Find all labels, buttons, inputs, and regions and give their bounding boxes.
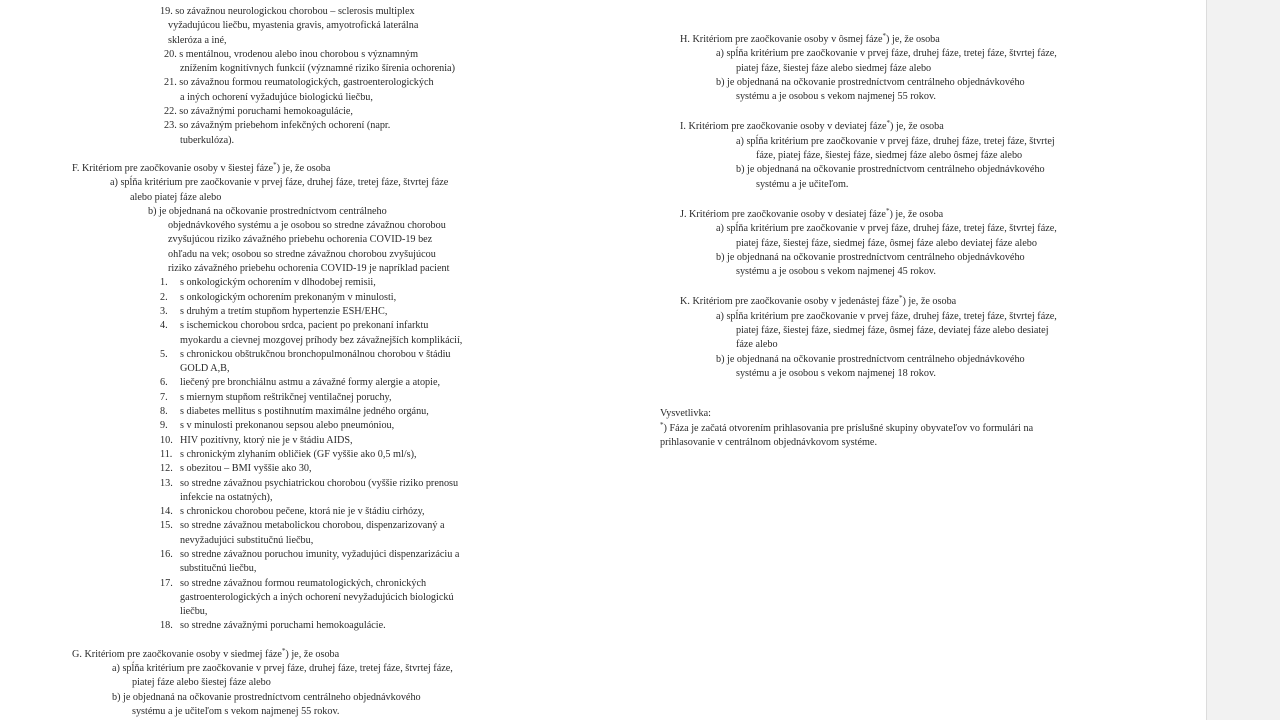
list-item: [60, 619, 535, 633]
list-text: so stredne závažnými poruchami hemokoagulácie.: [180, 620, 386, 632]
list-item: [60, 291, 535, 305]
text-line: [160, 276, 535, 290]
text-line: b) je objednaná na očkovanie prostredníctvom centrálneho objednávkového: [716, 251, 1025, 263]
text-line: [160, 376, 535, 390]
text-line: gastroenterologických a iných ochorení nevyžadujúcich biologickú: [180, 591, 454, 603]
text-line: 21. so závažnou formou reumatologických, gastroenterologických: [164, 77, 434, 89]
list-item: [60, 434, 535, 448]
list-number: 8.: [160, 406, 168, 418]
list-number: 17.: [160, 577, 173, 589]
list-text: s chronickou chorobou pečene, ktorá nie je v štádiu cirhózy,: [180, 506, 425, 518]
text-line: piatej fáze, šiestej fáze alebo siedmej fáze alebo: [736, 62, 932, 74]
list-number: 16.: [160, 548, 173, 560]
list-number: 6.: [160, 377, 168, 389]
section-f: [60, 162, 535, 634]
list-number: 4.: [160, 320, 168, 332]
list-item: [60, 505, 535, 519]
text-line: [160, 405, 535, 419]
list-text: s obezitou – BMI vyššie ako 30,: [180, 463, 312, 475]
list-item-22: 22. so závažnými poruchami hemokoagulácie,: [164, 106, 353, 118]
text-line: ohľadu na vek; osobou so stredne závažnou chorobou zvyšujúcou: [168, 248, 436, 260]
list-number: 10.: [160, 434, 173, 446]
list-item-23: [60, 119, 535, 148]
list-text: HIV pozitívny, ktorý nie je v štádiu AIDS,: [180, 434, 353, 446]
section-heading: I. Kritériom pre zaočkovanie osoby v deviatej fáze*) je, že osoba: [680, 119, 944, 133]
list-number: 7.: [160, 391, 168, 403]
text-line: a) spĺňa kritérium pre zaočkovanie v prvej fáze, druhej fáze, tretej fáze, štvrtej: [736, 135, 1055, 147]
list-item: [60, 419, 535, 433]
list-item: [60, 577, 535, 620]
list-number: 13.: [160, 477, 173, 489]
list-number: 18.: [160, 620, 173, 632]
text-line: b) je objednaná na očkovanie prostredníctvom centrálneho objednávkového: [736, 164, 1045, 176]
list-item: [60, 548, 535, 577]
text-line: 19. so závažnou neurologickou chorobou – sclerosis multiplex: [160, 6, 415, 17]
text-line: [160, 419, 535, 433]
text-line: substitučnú liečbu,: [180, 563, 257, 575]
list-text: s onkologickým ochorením prekonaným v minulosti,: [180, 291, 397, 303]
text-line: a) spĺňa kritérium pre zaočkovanie v prvej fáze, druhej fáze, tretej fáze, štvrtej fáze,: [112, 663, 453, 675]
section-i: [660, 120, 1140, 191]
section-h: [660, 33, 1140, 104]
list-item: [60, 477, 535, 506]
list-text: so stredne závažnou formou reumatologických, chronických: [180, 577, 427, 589]
list-text: s chronickou obštrukčnou bronchopulmonálnou chorobou v štádiu: [180, 348, 451, 360]
text-line: [160, 448, 535, 462]
text-line: infekcie na ostatných),: [180, 491, 273, 503]
list-text: so stredne závažnou psychiatrickou chorobou (vyššie riziko prenosu: [180, 477, 459, 489]
list-item: [60, 276, 535, 290]
list-item: [60, 319, 535, 348]
list-number: 12.: [160, 463, 173, 475]
text-line: systému a je učiteľom.: [756, 178, 849, 190]
text-line: [160, 434, 535, 448]
section-k: [660, 295, 1140, 381]
text-line: vyžadujúcou liečbu, myastenia gravis, amyotrofická laterálna: [168, 20, 419, 32]
list-number: 15.: [160, 520, 173, 532]
text-line: tuberkulóza).: [180, 134, 235, 146]
text-line: [160, 477, 535, 491]
section-heading: F. Kritériom pre zaočkovanie osoby v šiestej fáze*) je, že osoba: [72, 160, 331, 174]
text-line: piatej fáze, šiestej fáze, siedmej fáze, ôsmej fáze, deviatej fáze alebo desiatej: [736, 325, 1049, 337]
list-item: [60, 305, 535, 319]
list-text: s onkologickým ochorením v dlhodobej remisii,: [180, 277, 376, 289]
list-number: 9.: [160, 420, 168, 432]
text-line: znížením kognitívnych funkcií (významné riziko šírenia ochorenia): [180, 63, 455, 75]
list-number: 1.: [160, 277, 168, 289]
text-line: b) je objednaná na očkovanie prostredníctvom centrálneho objednávkového: [112, 691, 421, 703]
list-item: [60, 448, 535, 462]
text-line: systému a je osobou s vekom najmenej 18 rokov.: [736, 367, 936, 379]
list-number: 11.: [160, 448, 173, 460]
text-line: 23. so závažným priebehom infekčných ochorení (napr.: [164, 120, 391, 132]
condition-list: [60, 276, 535, 633]
text-line: prihlasovanie v centrálnom objednávkovom systéme.: [660, 436, 877, 448]
text-line: a) spĺňa kritérium pre zaočkovanie v prvej fáze, druhej fáze, tretej fáze, štvrtej fáze: [110, 177, 449, 189]
text-line: piatej fáze alebo šiestej fáze alebo: [132, 677, 271, 689]
text-line: b) je objednaná na očkovanie prostredníctvom centrálneho: [148, 205, 387, 217]
list-number: 2.: [160, 291, 168, 303]
list-text: s druhým a tretím stupňom hypertenzie ESH/EHC,: [180, 305, 388, 317]
section-heading: J. Kritériom pre zaočkovanie osoby v desiatej fáze*) je, že osoba: [680, 206, 944, 220]
list-number: 3.: [160, 305, 168, 317]
list-number: 5.: [160, 348, 168, 360]
text-line: nevyžadujúci substitučnú liečbu,: [180, 534, 314, 546]
list-text: s miernym stupňom reštrikčnej ventilačnej poruchy,: [180, 391, 392, 403]
text-line: alebo piatej fáze alebo: [130, 191, 222, 203]
list-item: [60, 405, 535, 419]
section-g: [60, 648, 535, 719]
text-line: liečbu,: [180, 606, 208, 618]
list-item: [60, 462, 535, 476]
text-line: a iných ochorení vyžadujúce biologickú liečbu,: [180, 91, 373, 103]
text-line: systému a je učiteľom s vekom najmenej 55 rokov.: [132, 705, 340, 717]
text-line: [160, 577, 535, 591]
text-line: riziko závažného priebehu ochorenia COVID-19 je napríklad pacient: [168, 263, 450, 275]
text-line: systému a je osobou s vekom najmenej 55 rokov.: [736, 91, 936, 103]
section-heading: K. Kritériom pre zaočkovanie osoby v jedenástej fáze*) je, že osoba: [680, 294, 957, 308]
list-item: [60, 348, 535, 377]
list-item-21: [60, 76, 535, 105]
list-text: s ischemickou chorobou srdca, pacient po prekonaní infarktu: [180, 320, 429, 332]
text-line: objednávkového systému a je osobou so stredne závažnou chorobou: [168, 220, 446, 232]
text-line: zvyšujúcou riziko závažného priebehu ochorenia COVID-19 bez: [168, 234, 433, 246]
list-text: so stredne závažnou poruchou imunity, vyžadujúci dispenzarizáciu a: [180, 548, 460, 560]
text-line: b) je objednaná na očkovanie prostredníctvom centrálneho objednávkového: [716, 353, 1025, 365]
list-text: liečený pre bronchiálnu astmu a závažné formy alergie a atopie,: [180, 377, 441, 389]
list-text: s diabetes mellitus s postihnutím maximálne jedného orgánu,: [180, 406, 429, 418]
text-line: [160, 348, 535, 362]
text-line: [160, 291, 535, 305]
footnote-text: *) Fáza je začatá otvorením prihlasovania pre príslušné skupiny obyvateľov vo formulári na: [660, 420, 1034, 434]
list-item: [60, 391, 535, 405]
text-line: [160, 319, 535, 333]
side-panel: [1206, 0, 1280, 720]
text-line: fáze, piatej fáze, šiestej fáze, siedmej fáze alebo ôsmej fáze alebo: [756, 150, 1023, 162]
text-line: fáze alebo: [736, 339, 778, 351]
left-column: [60, 5, 535, 719]
text-line: [160, 519, 535, 533]
right-column: [660, 33, 1140, 450]
text-line: [160, 391, 535, 405]
text-line: [160, 505, 535, 519]
text-line: [160, 462, 535, 476]
text-line: a) spĺňa kritérium pre zaočkovanie v prvej fáze, druhej fáze, tretej fáze, štvrtej fáze,: [716, 223, 1057, 235]
text-line: a) spĺňa kritérium pre zaočkovanie v prvej fáze, druhej fáze, tretej fáze, štvrtej fáze,: [716, 48, 1057, 60]
list-number: 14.: [160, 506, 173, 518]
text-line: myokardu a cievnej mozgovej príhody bez závažnejších komplikácií,: [180, 334, 463, 346]
text-line: a) spĺňa kritérium pre zaočkovanie v prvej fáze, druhej fáze, tretej fáze, štvrtej fáze,: [716, 310, 1057, 322]
list-text: s chronickým zlyhaním obličiek (GF vyššie ako 0,5 ml/s),: [180, 448, 417, 460]
text-line: GOLD A,B,: [180, 363, 230, 375]
text-line: piatej fáze, šiestej fáze, siedmej fáze, ôsmej fáze alebo deviatej fáze alebo: [736, 237, 1037, 249]
list-item-20: [60, 48, 535, 77]
footnote-title: Vysvetlivka:: [660, 408, 711, 420]
list-item: [60, 519, 535, 548]
text-line: [160, 548, 535, 562]
list-item-19: [60, 5, 535, 48]
text-line: 20. s mentálnou, vrodenou alebo inou chorobou s významným: [164, 48, 419, 60]
list-text: s v minulosti prekonanou sepsou alebo pneumóniou,: [180, 420, 395, 432]
text-line: systému a je osobou s vekom najmenej 45 rokov.: [736, 266, 936, 278]
text-line: [160, 305, 535, 319]
section-heading: G. Kritériom pre zaočkovanie osoby v siedmej fáze*) je, že osoba: [72, 646, 340, 660]
section-j: [660, 208, 1140, 279]
text-line: [160, 619, 535, 633]
list-item: [60, 376, 535, 390]
text-line: b) je objednaná na očkovanie prostredníctvom centrálneho objednávkového: [716, 76, 1025, 88]
text-line: skleróza a iné,: [168, 34, 227, 46]
section-heading: H. Kritériom pre zaočkovanie osoby v ôsmej fáze*) je, že osoba: [680, 32, 940, 45]
footnote: [660, 407, 1140, 450]
list-text: so stredne závažnou metabolickou chorobou, dispenzarizovaný a: [180, 520, 445, 532]
